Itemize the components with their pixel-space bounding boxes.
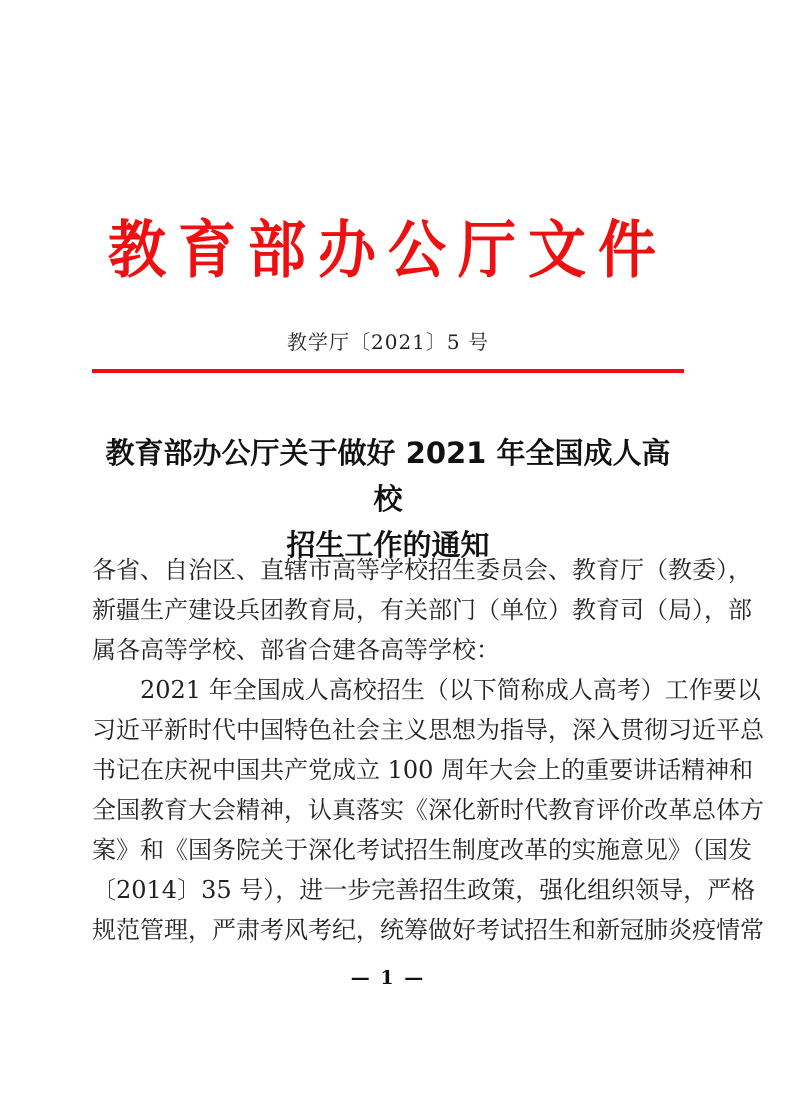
- document-title-line-2: 招生工作的通知: [286, 528, 490, 562]
- document-number: 教学厅〔2021〕5 号: [287, 330, 489, 354]
- body-text-line: 案》和《国务院关于深化考试招生制度改革的实施意见》（国发: [92, 836, 752, 864]
- document-title: [92, 430, 684, 568]
- red-letterhead-title: 教育部办公厅文件: [107, 213, 668, 287]
- salutation-line: 属各高等学校、部省合建各高等学校：: [92, 636, 500, 664]
- body-text-line: 全国教育大会精神，认真落实《深化新时代教育评价改革总体方: [92, 796, 764, 824]
- body-paragraph: [92, 670, 764, 950]
- content-column: [92, 0, 764, 1108]
- body-text-line: 〔2014〕35 号），进一步完善招生政策，强化组织领导，严格: [92, 876, 756, 904]
- body-text-line: 书记在庆祝中国共产党成立 100 周年大会上的重要讲话精神和: [92, 756, 754, 784]
- salutation-paragraph: [92, 550, 752, 670]
- salutation-line: 各省、自治区、直辖市高等学校招生委员会、教育厅（教委），: [92, 556, 752, 584]
- body-text-line: 2021 年全国成人高校招生（以下简称成人高考）工作要以: [140, 676, 761, 704]
- red-divider-line: [92, 369, 684, 373]
- salutation-line: 新疆生产建设兵团教育局，有关部门（单位）教育司（局），部: [92, 596, 752, 624]
- document-body: [92, 550, 764, 950]
- body-text-line: 习近平新时代中国特色社会主义思想为指导，深入贯彻习近平总: [92, 716, 764, 744]
- document-title-line-1: 教育部办公厅关于做好 2021 年全国成人高校: [105, 436, 671, 516]
- body-text-line: 规范管理，严肃考风考纪，统筹做好考试招生和新冠肺炎疫情常: [92, 916, 764, 944]
- page-number: — 1 —: [350, 967, 426, 989]
